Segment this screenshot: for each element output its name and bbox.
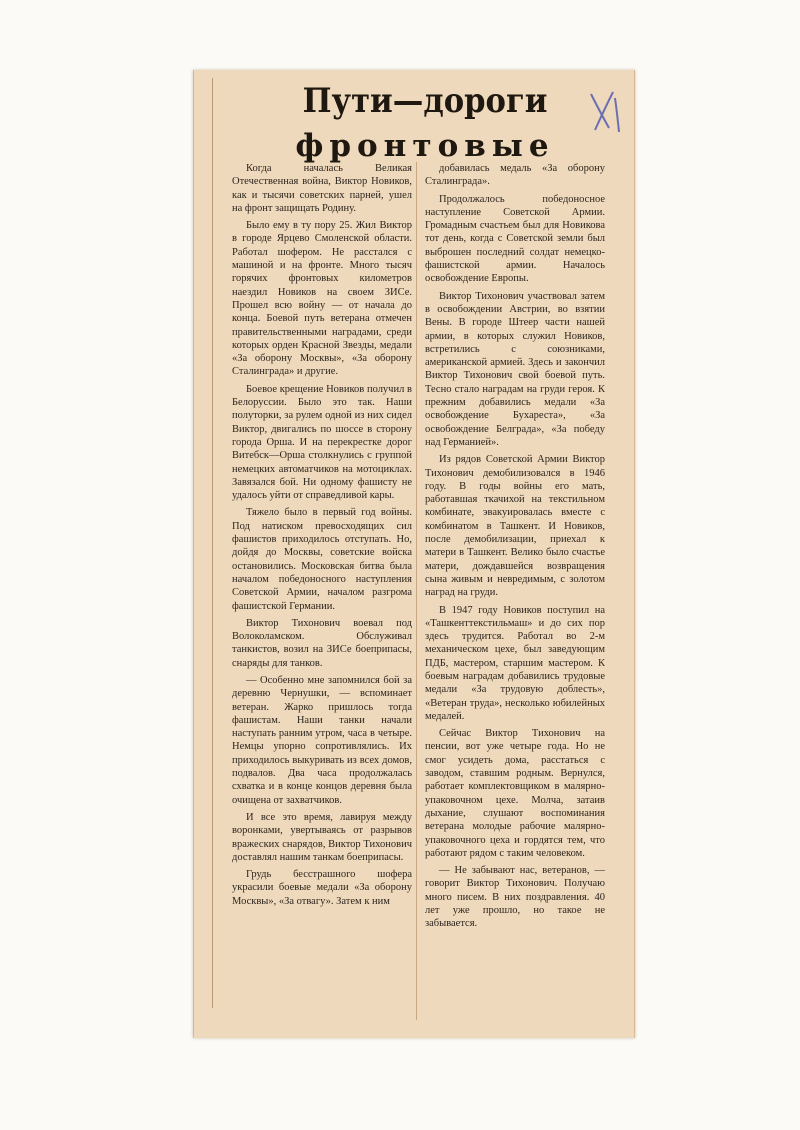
paragraph: И все это время, лавируя между воронками, увертываясь от разрывов вражеских снарядов, Виктор Тихонович доставлял нашим танкам боеприпасы. [232, 811, 412, 863]
paragraph: Грудь бесстрашного шофера украсили боевые медали «За оборону Москвы», «За отвагу». Затем к ним [232, 869, 412, 907]
paragraph: В 1947 году Новиков поступил на «Ташкенттекстильмаш» и до сих пор здесь трудится. Работал во 2-м механическом цехе, был заведующим ПДБ, мастером, старшим мастером. К боевым наградам добавились трудовые медали «За трудовую доблесть», «Ветеран труда», несколько юбилейных медалей. [425, 604, 605, 722]
paragraph: Боевое крещение Новиков получил в Белоруссии. Было это так. Наши полуторки, за рулем одной из них сидел Виктор, двигались по шоссе в сторону города Орша. И на перекрестке дорог Витебск—Орша столкнулись с группой немецких автоматчиков на мотоциклах. Завязался бой. Ни одному фашисту не удалось уйти от справедливой кары. [232, 383, 412, 502]
headline-line-1: Пути—дороги [302, 81, 548, 121]
paragraph: Виктор Тихонович участвовал затем в освобождении Австрии, во взятии Вены. В городе Штеер части нашей армии, в которых служил Новиков, встретились с союзниками, американской армией. Здесь и закончил Виктор Тихонович свой боевой путь. Тесно стало наградам на груди героя. К прежним добавились медали «За освобождение Бухареста», «За освобождение Белграда», «За победу над Германией». [425, 290, 605, 448]
paragraph: Виктор Тихонович воевал под Волоколамском. Обслуживал танкистов, возил на ЗИСе боеприпасы, снаряды для танков. [232, 617, 412, 669]
paragraph: Из рядов Советской Армии Виктор Тихонович демобилизовался в 1946 году. В годы войны его мать, работавшая ткачихой на текстильном комбинате, эвакуировалась вместе с комбинатом в Ташкент. И Новиков, после демобилизации, приехал к матери в Ташкент. Велико было счастье матери, дождавшейся возвращения сына живым и невредимым, с золотом наград на груди. [425, 454, 605, 599]
column-divider [416, 162, 417, 1020]
article-column-left [232, 162, 412, 912]
paragraph: — Особенно мне запомнился бой за деревню Чернушки, — вспоминает ветеран. Жарко пришлось тогда фашистам. Наши танки начали наступать ранним утром, часа в четыре. Немцы упорно сопротивлялись. Их приходилось выкуривать из всех домов, подвалов. Два часа продолжалась схватка и в конце концов деревня была очищена от захватчиков. [232, 674, 412, 806]
paragraph: Сейчас Виктор Тихонович на пенсии, вот уже четыре года. Но не смог усидеть дома, расстаться с заводом, ставшим родным. Вернулся, работает комплектовщиком в малярно-упаковочном цехе. Молча, затаив дыхание, слушают воспоминания ветерана молодые рабочие малярно-упаковочного цеха и гордятся тем, что работают рядом с таким человеком. [425, 728, 605, 859]
article-headline [225, 80, 625, 168]
paragraph: Продолжалось победоносное наступление Советской Армии. Громадным счастьем был для Новикова тот день, когда с Советской земли был выброшен последний солдат немецко-фашистской армии. Началось освобождение Европы. [425, 193, 605, 285]
paragraph: Когда началась Великая Отечественная война, Виктор Новиков, как и тысячи советских парней, ушел на фронт защищать Родину. [232, 163, 412, 214]
paragraph: — Не забывают нас, ветеранов, — говорит Виктор Тихонович. Получаю много писем. В них поздравления. 40 лет уже прошло, но такое не забывается. [425, 865, 605, 930]
paragraph: добавилась медаль «За оборону Сталинграда». [425, 163, 605, 188]
paragraph: Было ему в ту пору 25. Жил Виктор в городе Ярцево Смоленской области. Работал шофером. Не расстался с машиной и на фронте. Много тысяч горячих фронтовых километров наездил Новиков на своем ЗИСе. Прошел всю войну — от начала до конца. Боевой путь ветерана отмечен правительственными наградами, среди которых орден Красной Звезды, медали «За оборону Москвы», «За оборону Сталинграда» и другие. [232, 220, 412, 378]
article-column-right [425, 162, 605, 935]
paragraph: Тяжело было в первый год войны. Под натиском превосходящих сил фашистов приходилось отступать. Но, дойдя до Москвы, советские войска остановились. Московская битва была началом победоносного наступления Советской Армии, началом разгрома фашистской Германии. [232, 507, 412, 612]
headline-line-2: фронтовые [295, 128, 555, 164]
